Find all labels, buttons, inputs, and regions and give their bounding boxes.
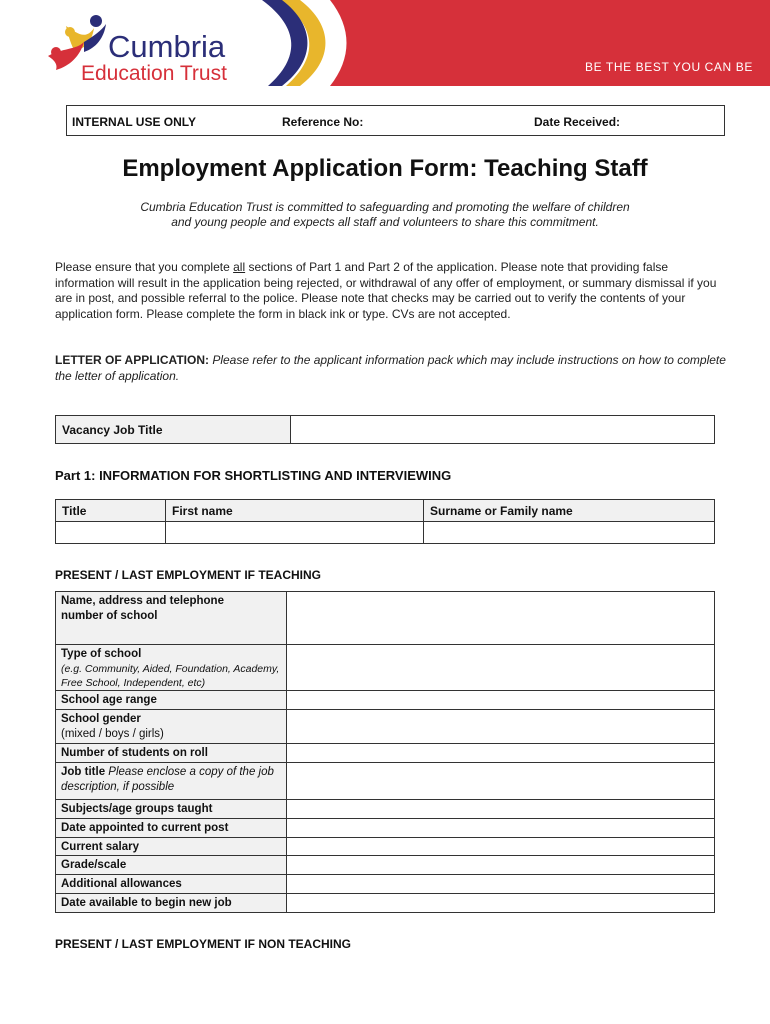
school-name-address-input[interactable]: [287, 592, 714, 644]
surname-input[interactable]: [423, 521, 715, 544]
school-age-range-input[interactable]: [287, 691, 714, 709]
letter-heading: LETTER OF APPLICATION:: [55, 353, 209, 367]
surname-column-header: Surname or Family name: [430, 504, 573, 518]
type-of-school-input[interactable]: [287, 645, 714, 690]
instructions-text-2: sections of Part 1 and Part 2 of the application. Please note that providing false information will result in the application being rejected, or withdrawal of any offer of employment, or summary dismissal if you are in post, and possible referral to the police. Please note that checks may be carried out to verify the contents of your application form. Please complete the form in black ink or type. CVs are not accepted.: [55, 260, 717, 321]
salary-label: Current salary: [61, 841, 139, 853]
safeguarding-commitment: [0, 200, 770, 230]
school-gender-title: School gender: [61, 713, 141, 725]
date-available-label: Date available to begin new job: [61, 897, 232, 909]
date-received-field[interactable]: Date Received:: [534, 115, 621, 129]
logo-subname: Education Trust: [81, 62, 227, 85]
instructions-text-1: Please ensure that you complete: [55, 260, 234, 274]
current-salary-input[interactable]: [287, 838, 714, 855]
date-available-input[interactable]: [287, 894, 714, 912]
instructions-paragraph: [55, 260, 725, 322]
logo-name: Cumbria: [108, 29, 226, 64]
type-of-school-title: Type of school: [61, 648, 142, 660]
reference-no-field[interactable]: Reference No:: [282, 115, 364, 129]
subjects-label: Subjects/age groups taught: [61, 803, 213, 815]
job-title-title: Job title: [61, 766, 106, 778]
school-gender-input[interactable]: [287, 710, 714, 743]
instructions-underlined: all: [233, 260, 246, 274]
students-label: Number of students on roll: [61, 747, 208, 759]
title-column-header: Title: [62, 504, 87, 518]
letter-text: Please refer to the applicant information pack which may include instructions on how to complete the letter of application.: [55, 353, 726, 383]
school-gender-hint: (mixed / boys / girls): [61, 728, 164, 740]
first-name-input[interactable]: [165, 521, 424, 544]
slogan: BE THE BEST YOU CAN BE: [585, 60, 753, 74]
surname-header-cell: [423, 499, 715, 522]
age-range-label: School age range: [61, 694, 157, 706]
form-title: Employment Application Form: Teaching Staff: [122, 155, 648, 182]
letter-of-application: [55, 353, 735, 384]
name-address-label: Name, address and telephone number of school: [61, 595, 224, 622]
internal-use-box: [66, 105, 725, 136]
non-teaching-heading: PRESENT / LAST EMPLOYMENT IF NON TEACHING: [55, 937, 352, 951]
grade-scale-input[interactable]: [287, 856, 714, 874]
allowances-label: Additional allowances: [61, 878, 182, 890]
first-name-header-cell: [165, 499, 424, 522]
vacancy-label: Vacancy Job Title: [62, 423, 163, 437]
title-input[interactable]: [55, 521, 166, 544]
vacancy-label-cell: [55, 415, 291, 444]
date-appointed-input[interactable]: [287, 819, 714, 837]
job-title-hint: Please enclose a copy of the job description, if possible: [61, 766, 274, 793]
part1-heading: Part 1: INFORMATION FOR SHORTLISTING AND INTERVIEWING: [55, 468, 452, 483]
internal-use-label: INTERNAL USE ONLY: [72, 115, 197, 129]
additional-allowances-input[interactable]: [287, 875, 714, 893]
title-header-cell: [55, 499, 166, 522]
grade-label: Grade/scale: [61, 859, 127, 871]
vacancy-job-title-input[interactable]: [290, 415, 715, 444]
commitment-line-2: and young people and expects all staff and volunteers to share this commitment.: [171, 215, 599, 229]
students-on-roll-input[interactable]: [287, 744, 714, 762]
present-employment-heading: PRESENT / LAST EMPLOYMENT IF TEACHING: [55, 568, 322, 582]
subjects-taught-input[interactable]: [287, 800, 714, 818]
date-appointed-label: Date appointed to current post: [61, 822, 229, 834]
school-gender-label: [61, 712, 164, 742]
job-title-label: [61, 765, 283, 795]
type-of-school-label: [61, 647, 283, 690]
job-title-input[interactable]: [287, 763, 714, 799]
first-name-column-header: First name: [172, 504, 233, 518]
commitment-line-1: Cumbria Education Trust is committed to safeguarding and promoting the welfare of children: [140, 200, 630, 214]
type-of-school-hint: (e.g. Community, Aided, Foundation, Academy, Free School, Independent, etc): [61, 663, 280, 689]
